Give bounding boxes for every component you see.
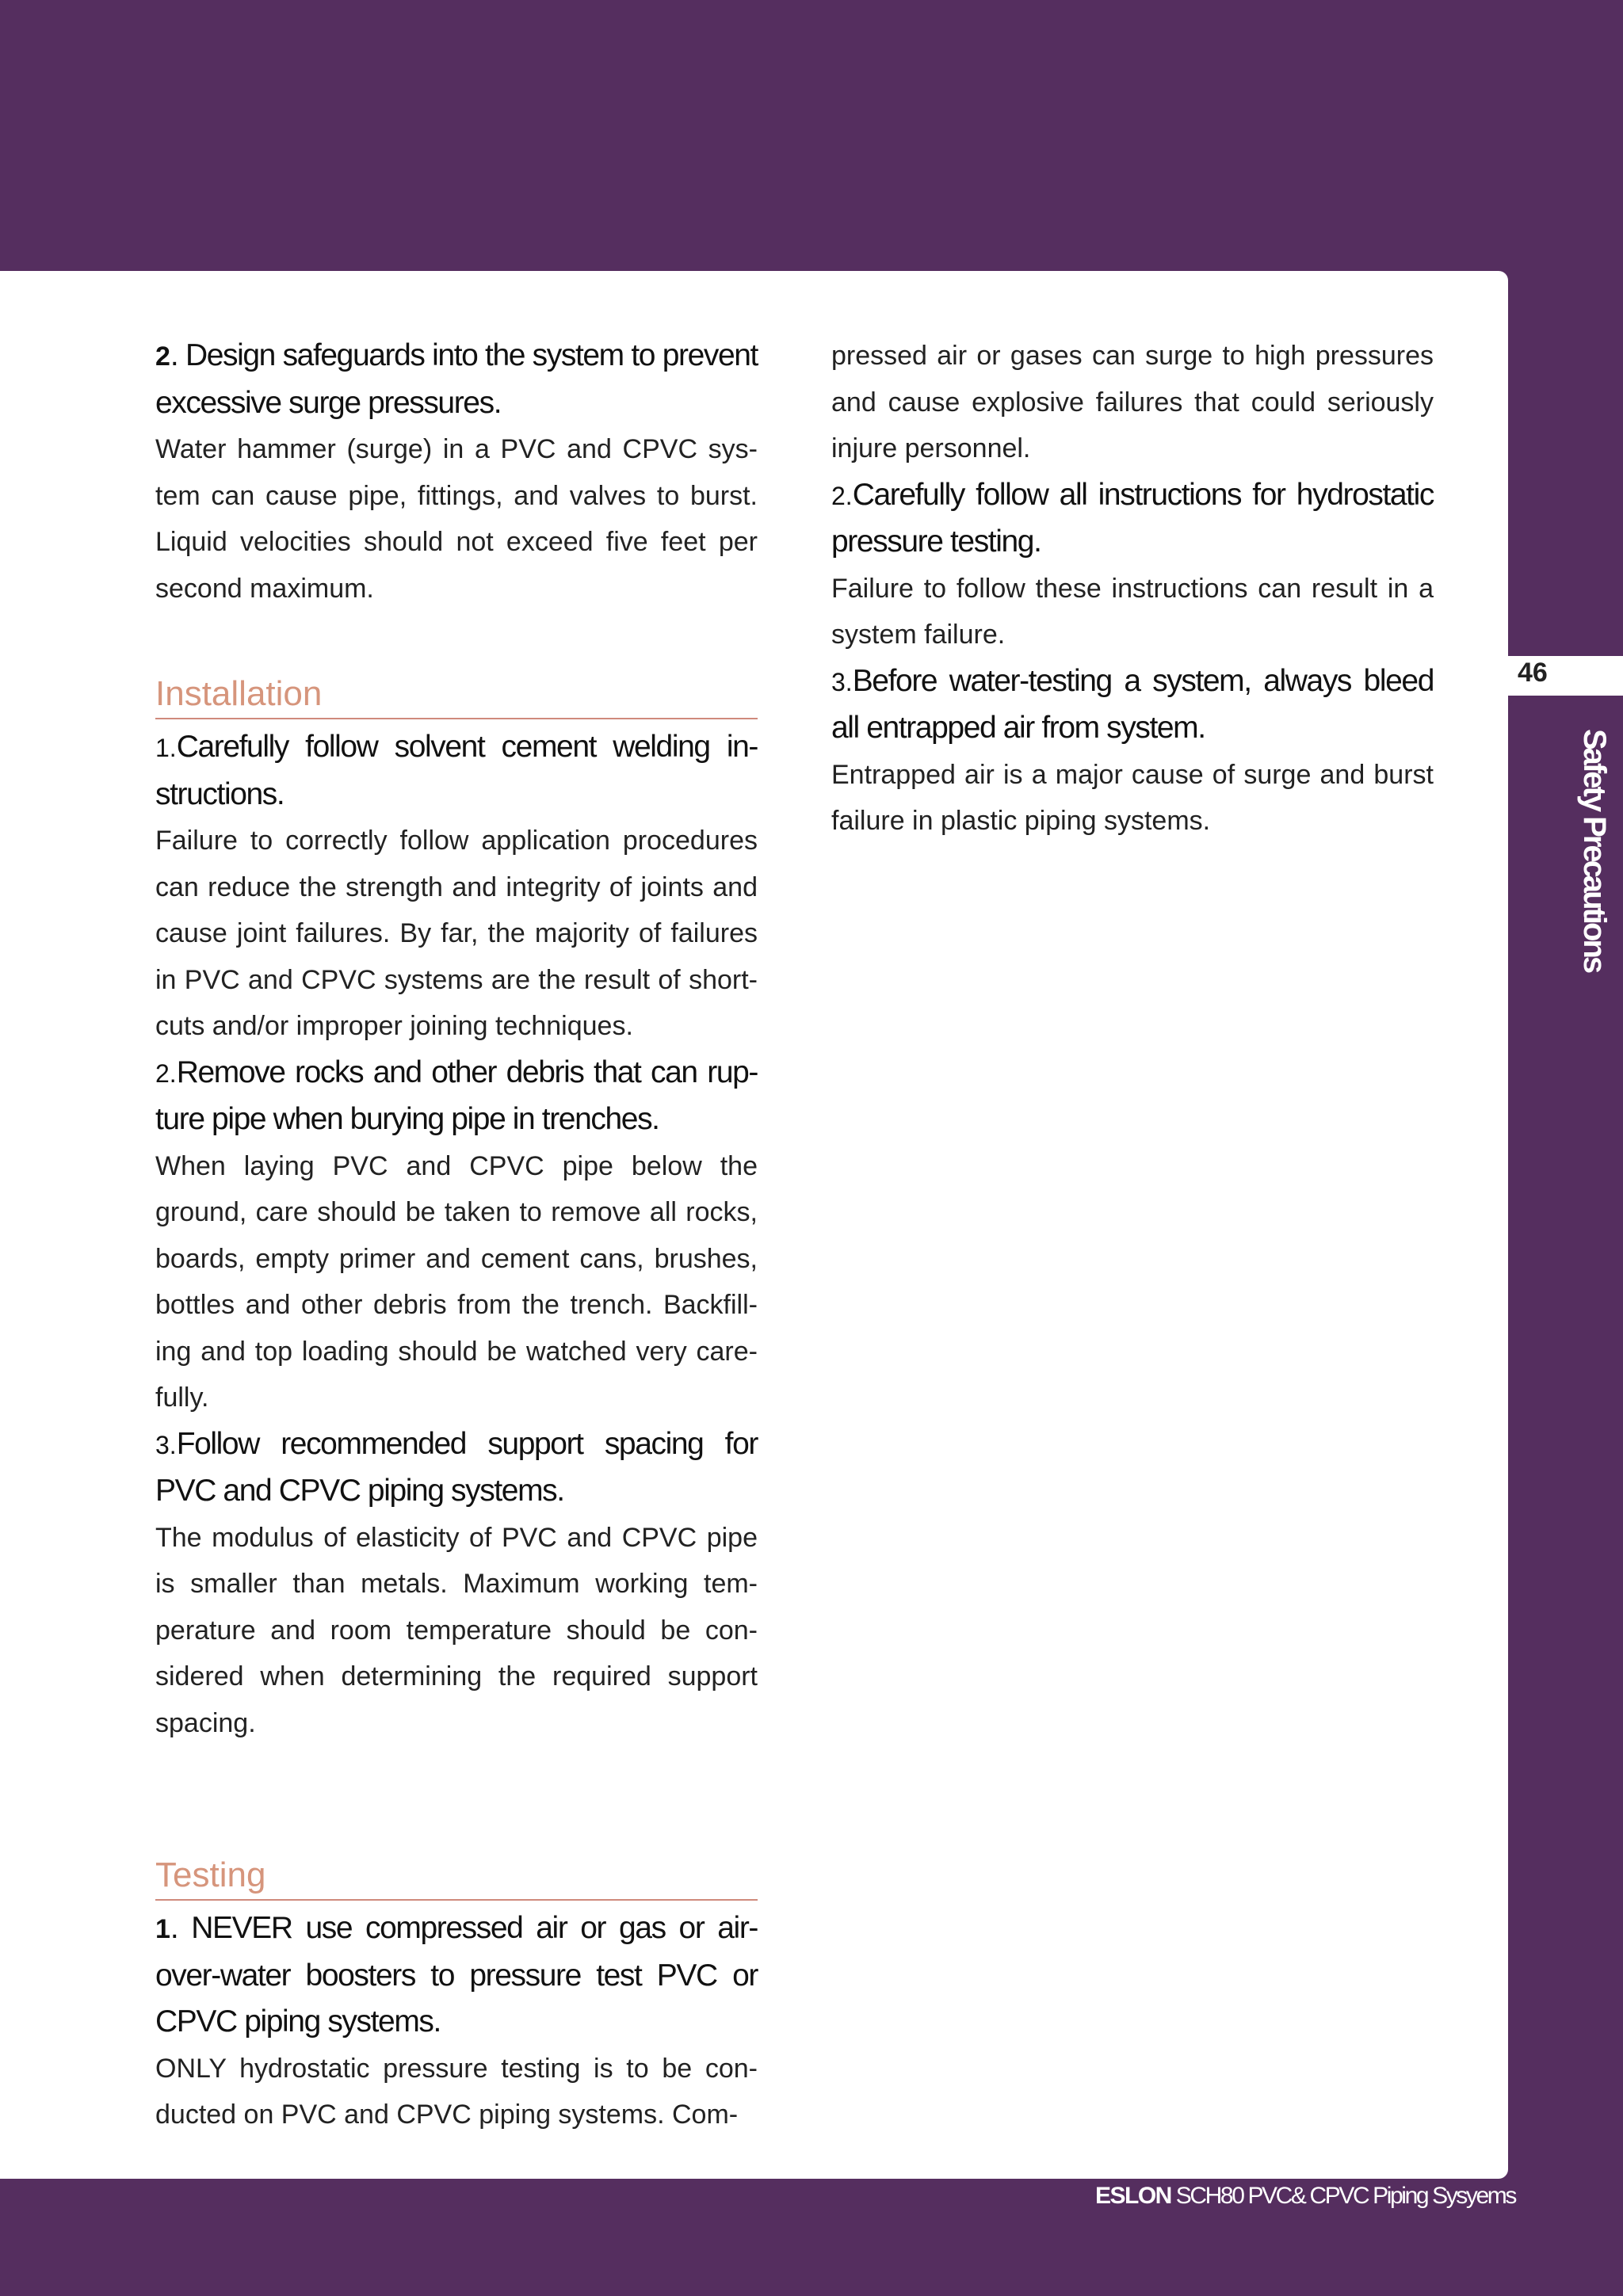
item-heading <box>155 333 758 426</box>
item-heading-text: Before water-testing a system, always bleed all entrapped air from system. <box>831 663 1434 745</box>
item-number: 2. <box>831 481 853 510</box>
item-body: Failure to follow these instructions can result in a system failure. <box>831 573 1434 650</box>
item-heading <box>155 1421 758 1515</box>
footer <box>1095 2180 1515 2212</box>
item-heading <box>155 1905 758 2046</box>
item-body-continued: pressed air or gases can surge to high pressures and cause explosive failures that could seriously injure personnel. <box>831 341 1434 463</box>
right-column <box>831 333 1434 845</box>
section-title-installation: Installation <box>155 672 758 719</box>
left-column <box>155 333 758 2138</box>
item-heading <box>831 472 1434 566</box>
item-body: ONLY hydrostatic pressure testing is to be con-ducted on PVC and CPVC piping systems. Com- <box>155 2053 758 2130</box>
item-heading-text: Remove rocks and other debris that can rup-ture pipe when burying pipe in trenches. <box>155 1055 758 1136</box>
item-number: 3. <box>831 667 853 696</box>
page <box>0 271 1508 2179</box>
footer-brand: ESLON <box>1095 2183 1171 2209</box>
item-body: Entrapped air is a major cause of surge and burst failure in plastic piping systems. <box>831 759 1434 836</box>
footer-text: SCH80 PVC& CPVC Piping Sysyems <box>1170 2183 1515 2209</box>
item-number: 1 <box>155 1914 170 1944</box>
item-heading-text: Carefully follow solvent cement welding in-structions. <box>155 730 758 811</box>
item-heading <box>831 658 1434 752</box>
side-tab-label <box>1577 729 1623 990</box>
item-number: 3. <box>155 1430 177 1459</box>
item-body: Failure to correctly follow application procedures can reduce the strength and integrity of joints and cause joint failures. By far, the majority of failures in PVC and CPVC systems are the result of short-cuts and/or improper joining techniques. <box>155 826 758 1041</box>
item-heading-text: Carefully follow all instructions for hydrostatic pressure testing. <box>831 477 1434 559</box>
side-tab-label-text: Safety Precautions <box>1577 729 1612 972</box>
item-body: The modulus of elasticity of PVC and CPVC pipe is smaller than metals. Maximum working tem-perature and room temperature should be con-sidered when determining the required support spacing. <box>155 1522 758 1738</box>
page-number: 46 <box>1518 658 1548 688</box>
section-title-testing: Testing <box>155 1853 758 1901</box>
item-heading-text: Follow recommended support spacing for PVC and CPVC piping systems. <box>155 1426 758 1508</box>
item-heading <box>155 1050 758 1143</box>
item-number: 2 <box>155 341 170 372</box>
item-heading-text: . Design safeguards into the system to prevent excessive surge pressures. <box>155 338 758 420</box>
item-number: 1. <box>155 734 177 762</box>
item-heading <box>155 724 758 818</box>
item-body: Water hammer (surge) in a PVC and CPVC sys-tem can cause pipe, fittings, and valves to burst. Liquid velocities should not exceed five feet per second maximum. <box>155 434 758 604</box>
item-body: When laying PVC and CPVC pipe below the ground, care should be taken to remove all rocks, boards, empty primer and cement cans, brushes, bottles and other debris from the trench. Backfill-ing and top loading should be watched very care-fully. <box>155 1150 758 1413</box>
item-heading-text: . NEVER use compressed air or gas or air-over-water boosters to pressure test PVC or CPVC piping systems. <box>155 1911 758 2039</box>
item-number: 2. <box>155 1058 177 1088</box>
